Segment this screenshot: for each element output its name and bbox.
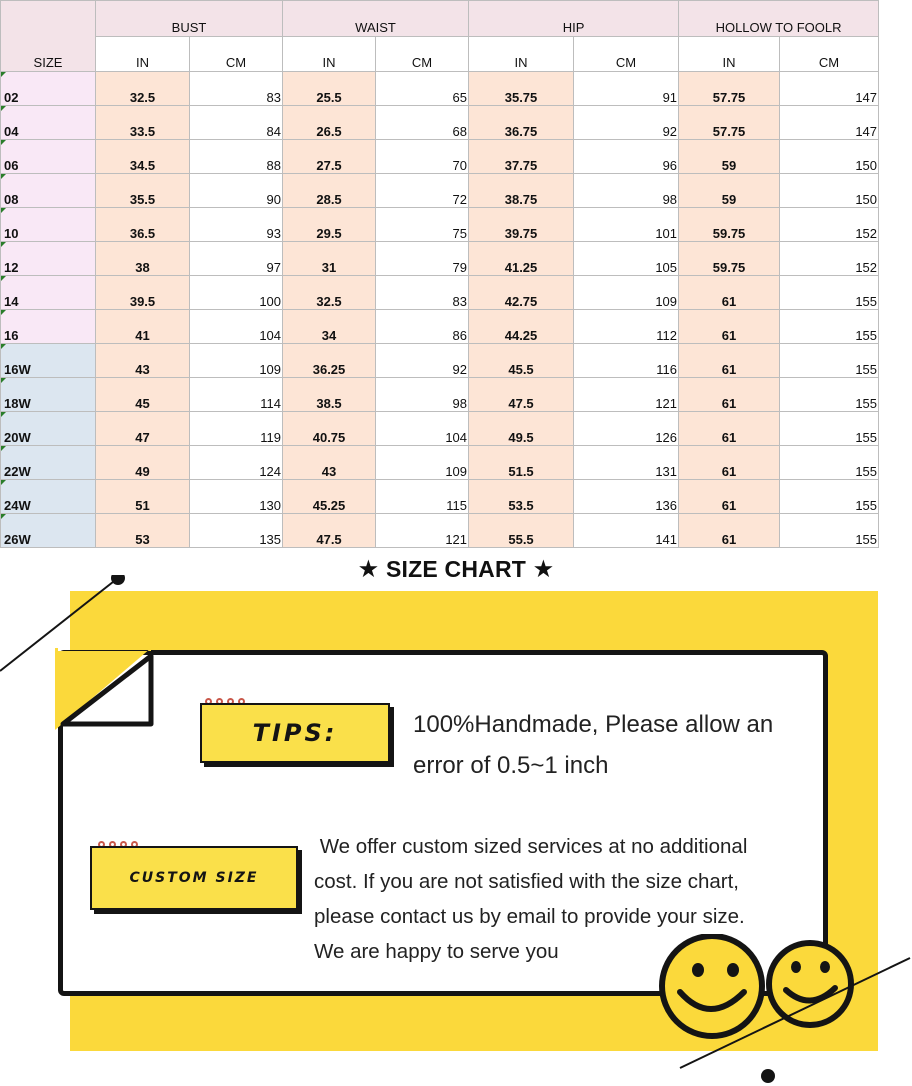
bust-in-cell: 47 bbox=[96, 412, 190, 446]
waist-cm-cell: 83 bbox=[376, 276, 469, 310]
tips-line: 100%Handmade, Please allow an bbox=[413, 711, 774, 738]
waist-cm-cell: 86 bbox=[376, 310, 469, 344]
hip-in-cell: 39.75 bbox=[469, 208, 574, 242]
hip-in-cell: 44.25 bbox=[469, 310, 574, 344]
size-cell: 22W bbox=[1, 446, 96, 480]
size-cell: 16 bbox=[1, 310, 96, 344]
custom-line: please contact us by email to provide your size. bbox=[314, 905, 745, 928]
hip-in-cell: 51.5 bbox=[469, 446, 574, 480]
unit-cm-header: CM bbox=[376, 37, 469, 72]
table-row bbox=[1, 412, 879, 446]
size-chart-title-text: SIZE CHART bbox=[386, 556, 526, 582]
table-row bbox=[1, 344, 879, 378]
bust-in-cell: 45 bbox=[96, 378, 190, 412]
hollow-cm-cell: 155 bbox=[780, 446, 879, 480]
unit-in-header: IN bbox=[283, 37, 376, 72]
hollow-cm-cell: 155 bbox=[780, 412, 879, 446]
hollow-in-cell: 59.75 bbox=[679, 242, 780, 276]
hip-in-cell: 42.75 bbox=[469, 276, 574, 310]
star-icon: ★ bbox=[358, 558, 378, 581]
hollow-in-cell: 59.75 bbox=[679, 208, 780, 242]
decor-line-bottom-icon bbox=[660, 950, 912, 1086]
bust-cm-cell: 100 bbox=[190, 276, 283, 310]
waist-in-cell: 26.5 bbox=[283, 106, 376, 140]
table-row bbox=[1, 514, 879, 548]
hip-in-cell: 41.25 bbox=[469, 242, 574, 276]
bust-cm-cell: 114 bbox=[190, 378, 283, 412]
hollow-in-cell: 61 bbox=[679, 276, 780, 310]
hollow-cm-cell: 150 bbox=[780, 174, 879, 208]
hip-in-cell: 47.5 bbox=[469, 378, 574, 412]
bust-cm-cell: 104 bbox=[190, 310, 283, 344]
bust-cm-cell: 88 bbox=[190, 140, 283, 174]
waist-in-cell: 45.25 bbox=[283, 480, 376, 514]
bust-in-cell: 49 bbox=[96, 446, 190, 480]
waist-in-cell: 32.5 bbox=[283, 276, 376, 310]
hip-cm-cell: 136 bbox=[574, 480, 679, 514]
custom-line: We are happy to serve you bbox=[314, 940, 559, 963]
waist-in-cell: 29.5 bbox=[283, 208, 376, 242]
hip-cm-cell: 141 bbox=[574, 514, 679, 548]
waist-in-cell: 34 bbox=[283, 310, 376, 344]
hollow-cm-cell: 147 bbox=[780, 72, 879, 106]
bust-header: BUST bbox=[96, 1, 283, 37]
bust-in-cell: 53 bbox=[96, 514, 190, 548]
table-row bbox=[1, 242, 879, 276]
hip-cm-cell: 98 bbox=[574, 174, 679, 208]
hollow-to-floor-header: HOLLOW TO FOOLR bbox=[679, 1, 879, 37]
hip-in-cell: 55.5 bbox=[469, 514, 574, 548]
hip-cm-cell: 92 bbox=[574, 106, 679, 140]
bust-cm-cell: 97 bbox=[190, 242, 283, 276]
waist-cm-cell: 115 bbox=[376, 480, 469, 514]
size-cell: 14 bbox=[1, 276, 96, 310]
hip-header: HIP bbox=[469, 1, 679, 37]
waist-cm-cell: 75 bbox=[376, 208, 469, 242]
table-row bbox=[1, 208, 879, 242]
bust-cm-cell: 90 bbox=[190, 174, 283, 208]
hip-cm-cell: 96 bbox=[574, 140, 679, 174]
hollow-in-cell: 59 bbox=[679, 140, 780, 174]
bust-cm-cell: 84 bbox=[190, 106, 283, 140]
hollow-cm-cell: 152 bbox=[780, 208, 879, 242]
bust-in-cell: 33.5 bbox=[96, 106, 190, 140]
hollow-cm-cell: 155 bbox=[780, 344, 879, 378]
bust-in-cell: 41 bbox=[96, 310, 190, 344]
waist-cm-cell: 92 bbox=[376, 344, 469, 378]
hollow-cm-cell: 155 bbox=[780, 310, 879, 344]
waist-cm-cell: 68 bbox=[376, 106, 469, 140]
hollow-in-cell: 61 bbox=[679, 514, 780, 548]
hollow-in-cell: 61 bbox=[679, 412, 780, 446]
bust-cm-cell: 130 bbox=[190, 480, 283, 514]
hip-cm-cell: 112 bbox=[574, 310, 679, 344]
star-icon: ★ bbox=[534, 558, 554, 581]
table-row bbox=[1, 310, 879, 344]
hip-in-cell: 36.75 bbox=[469, 106, 574, 140]
bust-in-cell: 35.5 bbox=[96, 174, 190, 208]
table-row bbox=[1, 72, 879, 106]
hollow-cm-cell: 155 bbox=[780, 480, 879, 514]
bust-cm-cell: 119 bbox=[190, 412, 283, 446]
table-row bbox=[1, 446, 879, 480]
waist-cm-cell: 72 bbox=[376, 174, 469, 208]
waist-in-cell: 31 bbox=[283, 242, 376, 276]
unit-cm-header: CM bbox=[574, 37, 679, 72]
hip-in-cell: 45.5 bbox=[469, 344, 574, 378]
hip-cm-cell: 105 bbox=[574, 242, 679, 276]
size-cell: 18W bbox=[1, 378, 96, 412]
hip-cm-cell: 101 bbox=[574, 208, 679, 242]
bust-in-cell: 36.5 bbox=[96, 208, 190, 242]
bust-in-cell: 34.5 bbox=[96, 140, 190, 174]
custom-size-label: CUSTOM SIZE bbox=[90, 846, 298, 910]
hollow-cm-cell: 155 bbox=[780, 378, 879, 412]
bust-cm-cell: 83 bbox=[190, 72, 283, 106]
bust-in-cell: 32.5 bbox=[96, 72, 190, 106]
size-cell: 26W bbox=[1, 514, 96, 548]
hollow-in-cell: 61 bbox=[679, 344, 780, 378]
waist-cm-cell: 70 bbox=[376, 140, 469, 174]
hollow-in-cell: 61 bbox=[679, 378, 780, 412]
waist-in-cell: 36.25 bbox=[283, 344, 376, 378]
size-cell: 02 bbox=[1, 72, 96, 106]
hip-cm-cell: 116 bbox=[574, 344, 679, 378]
hollow-cm-cell: 155 bbox=[780, 276, 879, 310]
hollow-in-cell: 61 bbox=[679, 480, 780, 514]
folded-corner-icon bbox=[55, 648, 160, 730]
waist-cm-cell: 65 bbox=[376, 72, 469, 106]
hip-cm-cell: 109 bbox=[574, 276, 679, 310]
hollow-in-cell: 59 bbox=[679, 174, 780, 208]
size-cell: 24W bbox=[1, 480, 96, 514]
size-cell: 16W bbox=[1, 344, 96, 378]
size-cell: 04 bbox=[1, 106, 96, 140]
bust-cm-cell: 109 bbox=[190, 344, 283, 378]
size-chart-title bbox=[0, 556, 912, 583]
tips-label: TIPS: bbox=[200, 703, 390, 763]
waist-in-cell: 28.5 bbox=[283, 174, 376, 208]
hip-in-cell: 53.5 bbox=[469, 480, 574, 514]
hollow-in-cell: 61 bbox=[679, 446, 780, 480]
hip-cm-cell: 91 bbox=[574, 72, 679, 106]
table-row bbox=[1, 480, 879, 514]
waist-in-cell: 27.5 bbox=[283, 140, 376, 174]
unit-header-row bbox=[1, 37, 879, 72]
size-cell: 08 bbox=[1, 174, 96, 208]
waist-in-cell: 25.5 bbox=[283, 72, 376, 106]
size-table-body bbox=[1, 72, 879, 548]
size-cell: 10 bbox=[1, 208, 96, 242]
waist-header: WAIST bbox=[283, 1, 469, 37]
table-row bbox=[1, 106, 879, 140]
unit-in-header: IN bbox=[679, 37, 780, 72]
hip-in-cell: 49.5 bbox=[469, 412, 574, 446]
hollow-cm-cell: 150 bbox=[780, 140, 879, 174]
tips-text bbox=[413, 704, 813, 786]
table-row bbox=[1, 140, 879, 174]
hip-cm-cell: 131 bbox=[574, 446, 679, 480]
hip-in-cell: 37.75 bbox=[469, 140, 574, 174]
size-cell: 12 bbox=[1, 242, 96, 276]
bust-in-cell: 43 bbox=[96, 344, 190, 378]
hollow-cm-cell: 152 bbox=[780, 242, 879, 276]
bust-in-cell: 51 bbox=[96, 480, 190, 514]
waist-in-cell: 38.5 bbox=[283, 378, 376, 412]
size-chart-table bbox=[0, 0, 879, 548]
table-row bbox=[1, 174, 879, 208]
waist-cm-cell: 109 bbox=[376, 446, 469, 480]
custom-line: cost. If you are not satisfied with the size chart, bbox=[314, 870, 740, 893]
tips-line: error of 0.5~1 inch bbox=[413, 752, 609, 779]
size-cell: 06 bbox=[1, 140, 96, 174]
hollow-cm-cell: 155 bbox=[780, 514, 879, 548]
hip-in-cell: 35.75 bbox=[469, 72, 574, 106]
size-column-header: SIZE bbox=[1, 1, 96, 72]
custom-line: We offer custom sized services at no additional bbox=[314, 835, 748, 858]
unit-cm-header: CM bbox=[780, 37, 879, 72]
waist-in-cell: 40.75 bbox=[283, 412, 376, 446]
waist-cm-cell: 79 bbox=[376, 242, 469, 276]
bust-cm-cell: 135 bbox=[190, 514, 283, 548]
bust-in-cell: 38 bbox=[96, 242, 190, 276]
bust-cm-cell: 124 bbox=[190, 446, 283, 480]
hip-cm-cell: 126 bbox=[574, 412, 679, 446]
hip-in-cell: 38.75 bbox=[469, 174, 574, 208]
waist-cm-cell: 98 bbox=[376, 378, 469, 412]
unit-in-header: IN bbox=[96, 37, 190, 72]
bust-in-cell: 39.5 bbox=[96, 276, 190, 310]
waist-in-cell: 43 bbox=[283, 446, 376, 480]
waist-cm-cell: 104 bbox=[376, 412, 469, 446]
hollow-cm-cell: 147 bbox=[780, 106, 879, 140]
unit-in-header: IN bbox=[469, 37, 574, 72]
waist-cm-cell: 121 bbox=[376, 514, 469, 548]
waist-in-cell: 47.5 bbox=[283, 514, 376, 548]
hip-cm-cell: 121 bbox=[574, 378, 679, 412]
hollow-in-cell: 57.75 bbox=[679, 72, 780, 106]
hollow-in-cell: 61 bbox=[679, 310, 780, 344]
unit-cm-header: CM bbox=[190, 37, 283, 72]
group-header-row bbox=[1, 1, 879, 37]
size-cell: 20W bbox=[1, 412, 96, 446]
table-row bbox=[1, 378, 879, 412]
hollow-in-cell: 57.75 bbox=[679, 106, 780, 140]
bust-cm-cell: 93 bbox=[190, 208, 283, 242]
table-row bbox=[1, 276, 879, 310]
